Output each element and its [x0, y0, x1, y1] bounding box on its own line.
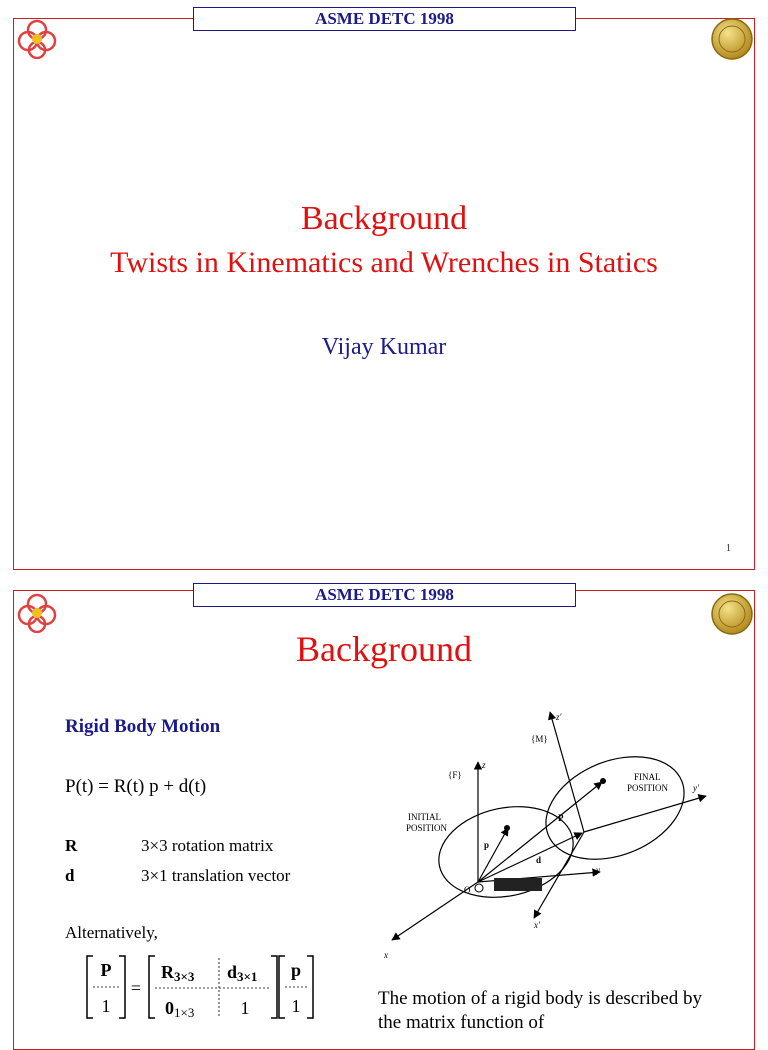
author-name: Vijay Kumar [321, 334, 447, 360]
label-x: x [384, 950, 388, 960]
definition-symbol: R [65, 836, 78, 855]
label-z: z [482, 760, 486, 770]
label-y-prime: y′ [693, 783, 699, 793]
rigid-body-diagram [378, 700, 718, 960]
label-d: d [536, 855, 542, 865]
gold-seal-icon [710, 17, 754, 61]
label-final-2: POSITION [627, 783, 669, 793]
rotation-block: R [161, 962, 174, 982]
one-block: 1 [240, 998, 250, 1018]
zero-subscript: 1×3 [174, 1005, 195, 1020]
rhs-bottom: 1 [291, 996, 301, 1016]
label-y: y [596, 865, 600, 875]
motion-equation: P(t) = R(t) p + d(t) [65, 776, 207, 797]
slide-1-title: Background [300, 200, 468, 237]
rhs-top: p [290, 960, 302, 980]
slide-2-title: Background [296, 629, 472, 669]
label-final-1: FINAL [634, 772, 661, 782]
slide-1-subtitle: Twists in Kinematics and Wrenches in Statics [110, 246, 658, 279]
svg-text:R3×3 [161, 962, 195, 984]
definition-desc: 3×1 translation vector [141, 866, 291, 885]
definition-row [65, 866, 290, 886]
zero-block: 0 [165, 998, 174, 1018]
lhs-top: P [100, 960, 112, 980]
definition-desc: 3×3 rotation matrix [141, 836, 274, 855]
caption-text: The motion of a rigid body is described by the matrix function of [378, 988, 702, 1033]
slide-header: ASME DETC 1998 [193, 7, 576, 31]
lhs-bottom: 1 [101, 996, 111, 1016]
label-initial-2: POSITION [406, 823, 448, 833]
label-x-prime: x′ [534, 920, 540, 930]
rotation-subscript: 3×3 [174, 969, 195, 984]
alternatively-text: Alternatively, [65, 923, 158, 942]
slide-header: ASME DETC 1998 [193, 583, 576, 607]
label-p-lower: p [484, 840, 490, 850]
svg-text:01×3 [165, 998, 194, 1020]
label-p-upper: P [558, 813, 564, 823]
translation-subscript: 3×1 [237, 969, 258, 984]
label-z-prime: z′ [556, 712, 562, 722]
ems-logo-icon [17, 593, 57, 633]
homogeneous-matrix-equation [85, 952, 317, 1022]
label-origin: O [464, 885, 471, 895]
svg-text:d3×1 [227, 962, 257, 984]
label-frame-f: {F} [448, 770, 462, 780]
definition-symbol: d [65, 866, 75, 885]
label-initial-1: INITIAL [408, 812, 441, 822]
equals-sign: = [130, 978, 142, 998]
label-frame-m: {M} [531, 734, 548, 744]
definition-row [65, 836, 273, 856]
slide-1 [13, 18, 755, 570]
page-number: 1 [726, 543, 731, 554]
translation-block: d [227, 962, 238, 982]
ems-logo-icon [17, 19, 57, 59]
section-heading: Rigid Body Motion [65, 716, 221, 737]
